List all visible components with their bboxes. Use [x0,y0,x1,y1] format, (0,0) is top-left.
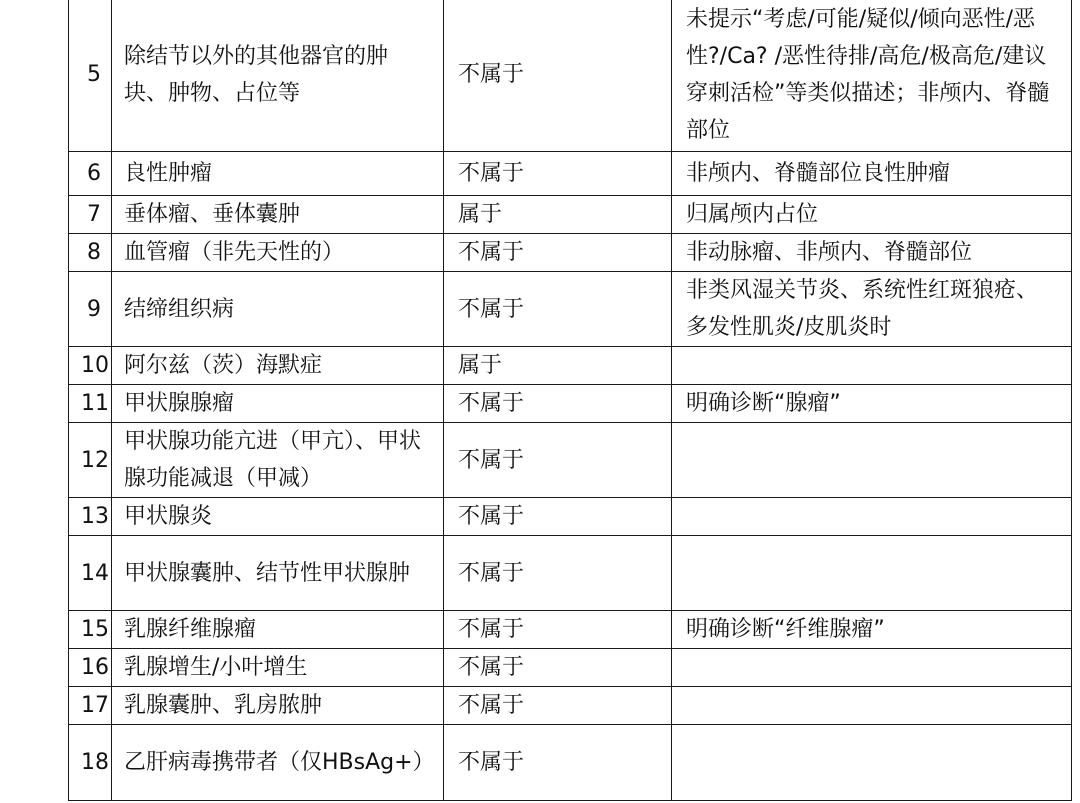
table-row [69,385,1072,423]
row-number: 13 [69,498,112,536]
note-cell: 归属颅内占位 [672,196,1072,234]
note-cell [672,649,1072,687]
row-number: 7 [69,196,112,234]
status-cell: 不属于 [444,649,672,687]
item-name: 乙肝病毒携带者（仅HBsAg+） [112,725,444,801]
item-name: 结缔组织病 [112,272,444,347]
item-name: 良性肿瘤 [112,152,444,196]
status-cell: 不属于 [444,498,672,536]
note-cell [672,687,1072,725]
status-cell: 不属于 [444,272,672,347]
note-cell: 非颅内、脊髓部位良性肿瘤 [672,152,1072,196]
row-number: 9 [69,272,112,347]
note-cell: 明确诊断“纤维腺瘤” [672,611,1072,649]
table-row [69,0,1072,152]
table-row [69,196,1072,234]
status-cell: 属于 [444,196,672,234]
table-row [69,687,1072,725]
row-number: 14 [69,536,112,611]
note-cell: 未提示“考虑/可能/疑似/倾向恶性/恶性?/Ca? /恶性待排/高危/极高危/建议穿刺活检”等类似描述；非颅内、脊髓部位 [672,0,1072,152]
item-name: 甲状腺炎 [112,498,444,536]
note-cell [672,536,1072,611]
note-cell [672,347,1072,385]
row-number: 15 [69,611,112,649]
status-cell: 不属于 [444,611,672,649]
row-number: 11 [69,385,112,423]
note-cell [672,725,1072,801]
status-cell: 属于 [444,347,672,385]
status-cell: 不属于 [444,725,672,801]
row-number: 18 [69,725,112,801]
table-row [69,272,1072,347]
row-number: 6 [69,152,112,196]
item-name: 甲状腺囊肿、结节性甲状腺肿 [112,536,444,611]
note-cell: 非动脉瘤、非颅内、脊髓部位 [672,234,1072,272]
item-name: 除结节以外的其他器官的肿块、肿物、占位等 [112,0,444,152]
row-number: 8 [69,234,112,272]
item-name: 乳腺纤维腺瘤 [112,611,444,649]
status-cell: 不属于 [444,536,672,611]
table-row [69,536,1072,611]
status-cell: 不属于 [444,385,672,423]
table-row [69,649,1072,687]
status-cell: 不属于 [444,687,672,725]
item-name: 乳腺囊肿、乳房脓肿 [112,687,444,725]
item-name: 垂体瘤、垂体囊肿 [112,196,444,234]
status-cell: 不属于 [444,152,672,196]
table-row [69,611,1072,649]
note-cell [672,423,1072,498]
item-name: 血管瘤（非先天性的） [112,234,444,272]
item-name: 甲状腺功能亢进（甲亢）、甲状腺功能减退（甲减） [112,423,444,498]
row-number: 16 [69,649,112,687]
table-row [69,152,1072,196]
row-number: 10 [69,347,112,385]
table-row [69,423,1072,498]
row-number: 17 [69,687,112,725]
item-name: 乳腺增生/小叶增生 [112,649,444,687]
status-cell: 不属于 [444,234,672,272]
row-number: 5 [69,0,112,152]
table-row [69,725,1072,801]
table-row [69,347,1072,385]
note-cell [672,498,1072,536]
item-name: 甲状腺腺瘤 [112,385,444,423]
item-name: 阿尔兹（茨）海默症 [112,347,444,385]
status-cell: 不属于 [444,0,672,152]
row-number: 12 [69,423,112,498]
table-row [69,234,1072,272]
note-cell: 非类风湿关节炎、系统性红斑狼疮、多发性肌炎/皮肌炎时 [672,272,1072,347]
note-cell: 明确诊断“腺瘤” [672,385,1072,423]
classification-table [68,0,1072,801]
table-row [69,498,1072,536]
status-cell: 不属于 [444,423,672,498]
